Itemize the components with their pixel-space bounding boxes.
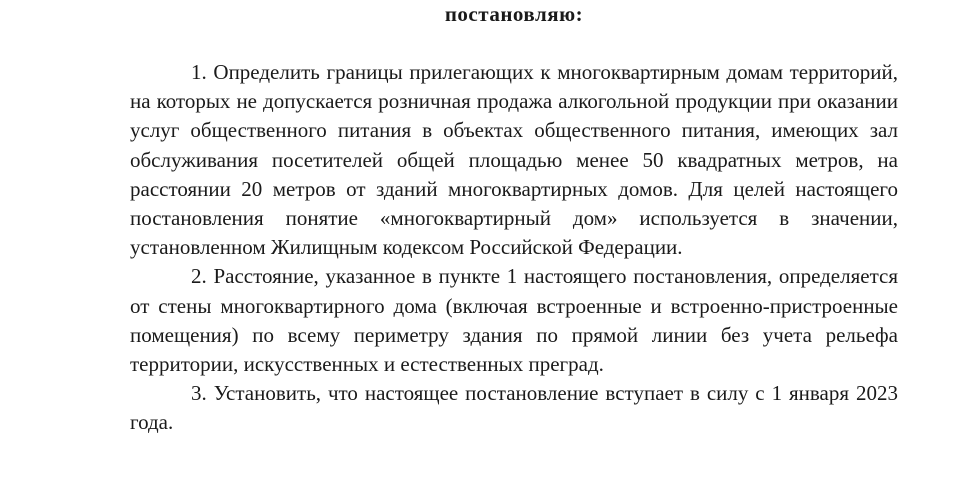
paragraph-1: 1. Определить границы прилегающих к многоквартирным домам территорий, на которых не допускается розничная продажа алкогольной продукции при оказании услуг общественного питания в объектах общественного питания, имеющих зал обслуживания посетителей общей площадью менее 50 квадратных метров, на расстоянии 20 метров от зданий многоквартирных домов. Для целей настоящего постановления понятие «многоквартирный дом» используется в значении, установленном Жилищным кодексом Российской Федерации. [130,60,898,260]
paragraph-3: 3. Установить, что настоящее постановление вступает в силу с 1 января 2023 года. [130,381,898,435]
paragraph-2: 2. Расстояние, указанное в пункте 1 настоящего постановления, определяется от стены многоквартирного дома (включая встроенные и встроенно-пристроенные помещения) по всему периметру здания по прямой линии без учета рельефа территории, искусственных и естественных преград. [130,264,898,377]
resolution-body [130,58,898,438]
resolution-heading: постановляю: [444,2,584,26]
